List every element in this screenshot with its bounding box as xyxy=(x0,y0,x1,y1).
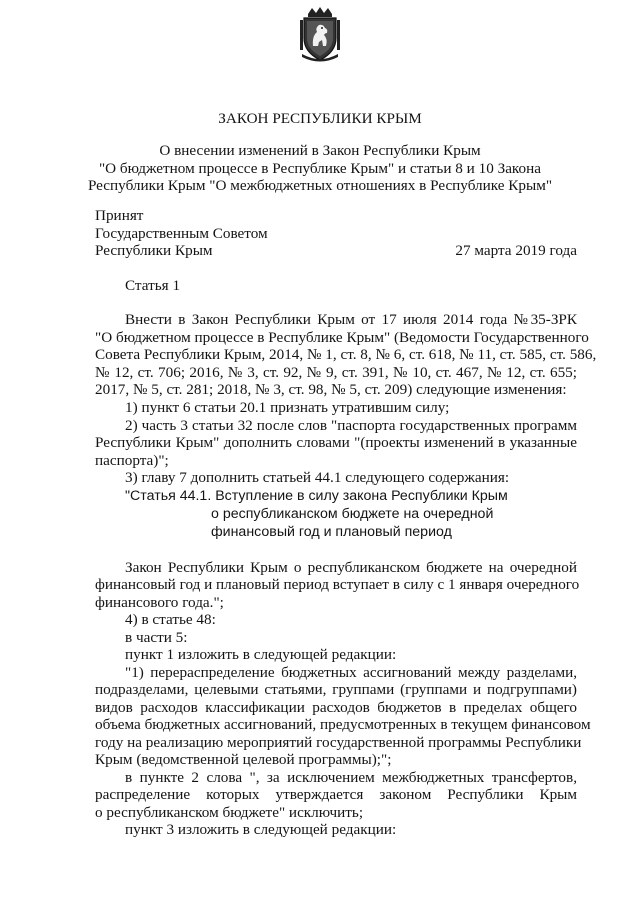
paragraph-line: "1) перераспределение бюджетных ассигнований между разделами, xyxy=(125,664,577,681)
paragraph-line: финансовый год и плановый период вступает в силу с 1 января очередного xyxy=(95,576,580,593)
paragraph-line: видов расходов классификации расходов бюджетов в пределах общего xyxy=(95,699,577,716)
paragraph-line: Республики Крым" дополнить словами "(проекты изменений в указанные xyxy=(95,434,577,451)
adoption-line: Республики Крым xyxy=(95,242,213,259)
paragraph-line: Крым (ведомственной целевой программы);"; xyxy=(95,751,392,768)
paragraph-line: объема бюджетных ассигнований, предусмотренных в текущем финансовом xyxy=(95,716,591,733)
list-item: 1) пункт 6 статьи 20.1 признать утратившим силу; xyxy=(125,399,450,416)
list-item: 3) главу 7 дополнить статьей 44.1 следующего содержания: xyxy=(125,469,510,486)
adoption-line: Принят xyxy=(95,207,144,224)
paragraph-line: 2017, № 5, ст. 281; 2018, № 3, ст. 98, № 5, ст. 209) следующие изменения: xyxy=(95,381,567,398)
paragraph-line: о республиканском бюджете" исключить; xyxy=(95,804,364,821)
crimea-coat-of-arms-icon xyxy=(298,6,342,62)
subtitle-line: Республики Крым "О межбюджетных отношениях в Республике Крым" xyxy=(87,177,553,194)
paragraph-line: Совета Республики Крым, 2014, № 1, ст. 8, № 6, ст. 618, № 11, ст. 585, ст. 586, xyxy=(95,346,597,363)
list-item: в части 5: xyxy=(125,629,188,646)
paragraph-line: Закон Республики Крым о республиканском бюджете на очередной xyxy=(125,559,577,576)
list-item: 4) в статье 48: xyxy=(125,611,216,628)
list-item: 2) часть 3 статьи 32 после слов "паспорта государственных программ xyxy=(125,417,577,434)
quoted-article-heading: финансовый год и плановый период xyxy=(211,524,452,540)
quoted-article-heading: о республиканском бюджете на очередной xyxy=(211,506,494,522)
paragraph-line: подразделами, целевыми статьями, группами (группами и подгруппами) xyxy=(95,681,577,698)
subtitle-line: "О бюджетном процессе в Республике Крым" и статьи 8 и 10 Закона xyxy=(98,160,542,177)
paragraph-line: году на реализацию мероприятий государственной программы Республики xyxy=(95,734,582,751)
list-item: пункт 3 изложить в следующей редакции: xyxy=(125,821,397,838)
article-heading: Статья 1 xyxy=(125,277,181,294)
paragraph-line: паспорта)"; xyxy=(95,452,169,469)
adoption-date: 27 марта 2019 года xyxy=(455,242,577,259)
paragraph-line: финансового года."; xyxy=(95,594,224,611)
paragraph-line: в пункте 2 слова ", за исключением межбюджетных трансфертов, xyxy=(125,769,577,786)
paragraph-line: Внести в Закон Республики Крым от 17 июля 2014 года №35-ЗРК xyxy=(125,311,577,328)
list-item: пункт 1 изложить в следующей редакции: xyxy=(125,646,397,663)
paragraph-line: распределение которых утверждается законом Республики Крым xyxy=(95,786,577,803)
quoted-article-heading: "Статья 44.1. Вступление в силу закона Республики Крым xyxy=(125,488,508,504)
paragraph-line: "О бюджетном процессе в Республике Крым" (Ведомости Государственного xyxy=(95,329,589,346)
paragraph-line: № 12, ст. 706; 2016, № 3, ст. 92, № 9, ст. 391, № 10, ст. 467, № 12, ст. 655; xyxy=(95,364,577,381)
subtitle-line: О внесении изменений в Закон Республики Крым xyxy=(159,142,481,159)
law-title: ЗАКОН РЕСПУБЛИКИ КРЫМ xyxy=(218,110,422,127)
adoption-line: Государственным Советом xyxy=(95,225,268,242)
